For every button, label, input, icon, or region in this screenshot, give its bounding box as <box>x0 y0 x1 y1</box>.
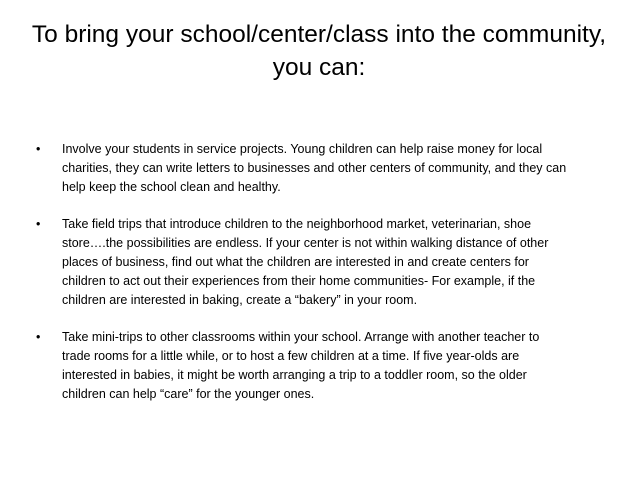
bullet-icon: • <box>36 330 41 344</box>
bullet-line: interested in babies, it might be worth arranging a trip to a toddler room, so the older <box>62 368 527 382</box>
bullet-text <box>62 215 606 310</box>
bullet-item-service-projects <box>36 140 606 197</box>
bullet-line: Involve your students in service projects. Young children can help raise money for local <box>62 142 543 156</box>
bullet-text <box>62 140 606 197</box>
bullet-line: charities, they can write letters to businesses and other centers of community, and they can <box>62 161 567 175</box>
bullet-icon: • <box>36 142 41 156</box>
bullet-line: Take mini-trips to other classrooms within your school. Arrange with another teacher to <box>62 330 540 344</box>
bullet-line: Take field trips that introduce children to the neighborhood market, veterinarian, shoe <box>62 217 532 231</box>
slide-title <box>30 18 608 84</box>
bullet-list <box>36 140 606 422</box>
bullet-line: help keep the school clean and healthy. <box>62 180 281 194</box>
title-line-2: you can: <box>272 54 366 81</box>
bullet-text <box>62 328 606 404</box>
bullet-line: children to act out their experiences from their home communities- For example, if the <box>62 274 536 288</box>
title-line-1: To bring your school/center/class into the community, <box>31 21 607 48</box>
bullet-item-mini-trips <box>36 328 606 404</box>
bullet-line: places of business, find out what the children are interested in and create centers for <box>62 255 529 269</box>
bullet-line: children are interested in baking, create a “bakery” in your room. <box>62 293 418 307</box>
bullet-line: trade rooms for a little while, or to host a few children at a time. If five year-olds are <box>62 349 520 363</box>
bullet-line: store….the possibilities are endless. If your center is not within walking distance of other <box>62 236 549 250</box>
bullet-line: children can help “care” for the younger ones. <box>62 387 315 401</box>
bullet-icon: • <box>36 217 41 231</box>
bullet-item-field-trips <box>36 215 606 310</box>
